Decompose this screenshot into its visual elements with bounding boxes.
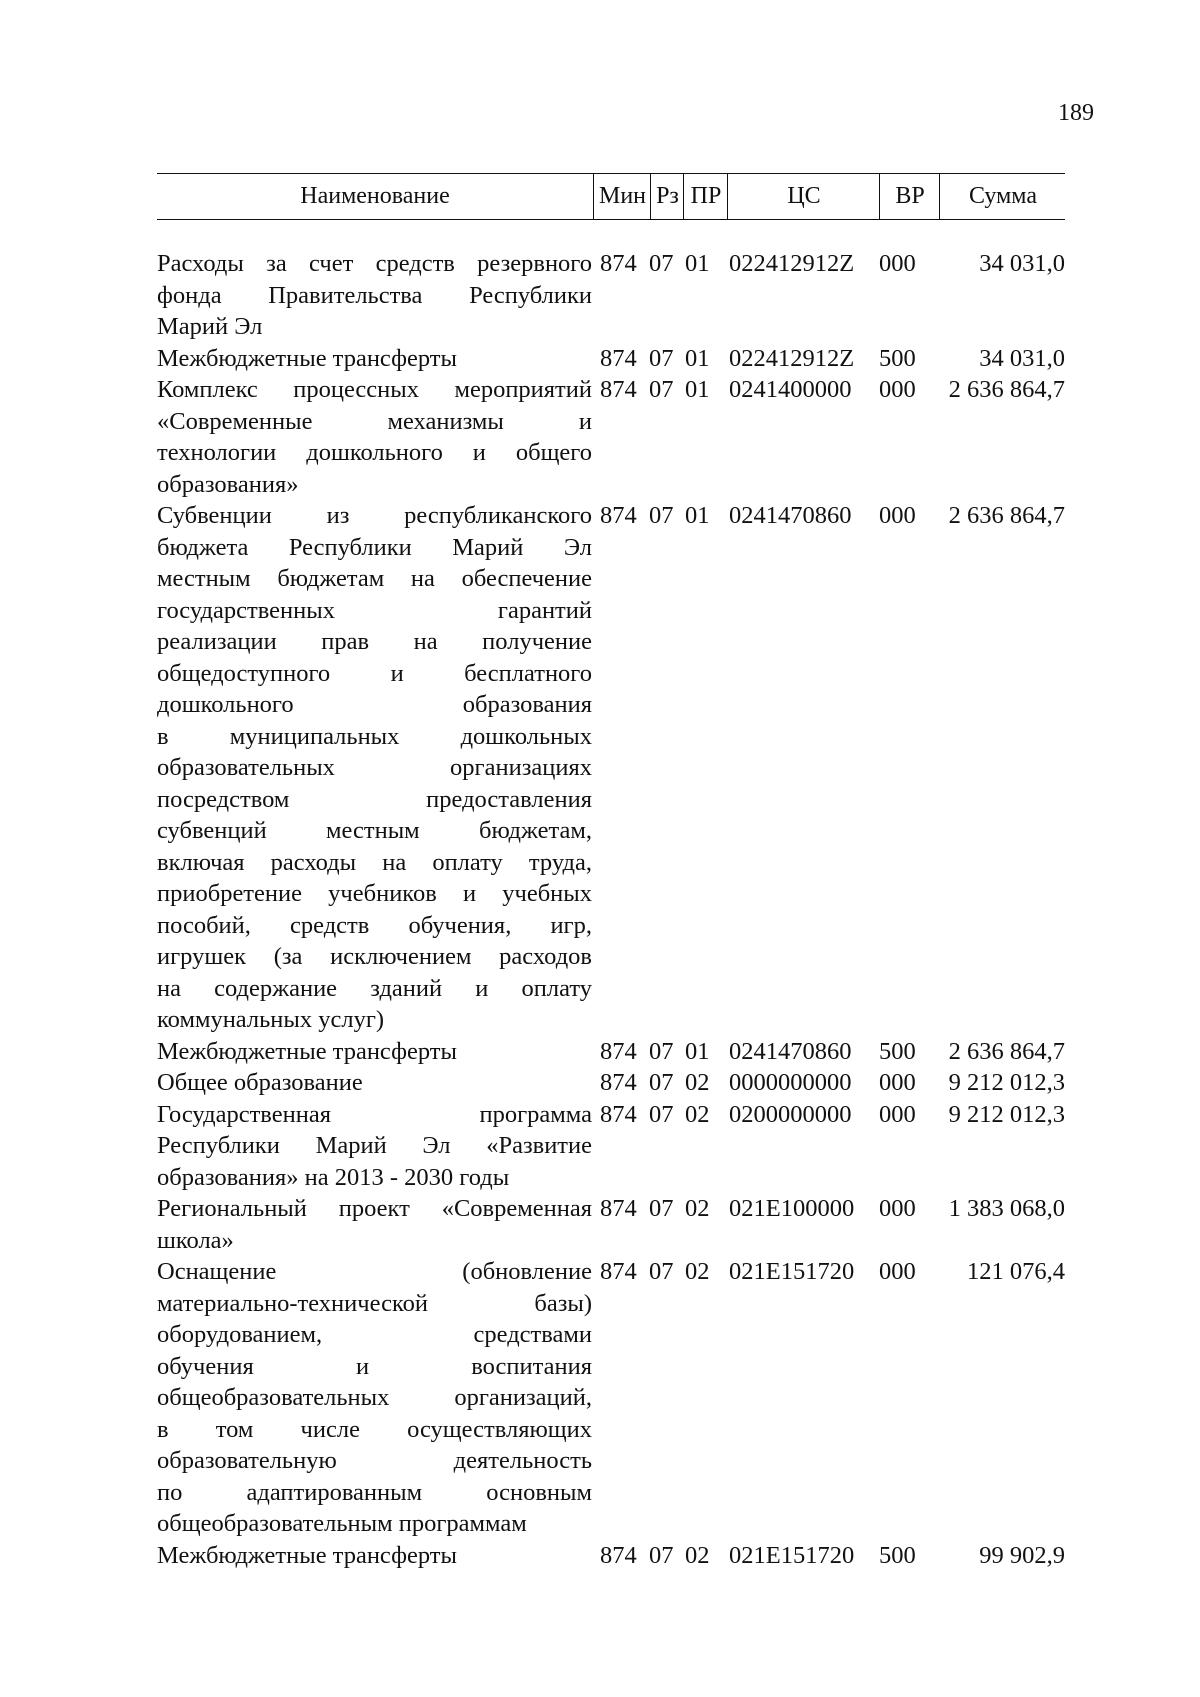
row-pr: 02: [685, 1195, 710, 1222]
row-name-line: в муниципальных дошкольных: [157, 722, 592, 750]
row-name-line: реализации прав на получение: [157, 628, 592, 655]
row-sum: 2 636 864,7: [948, 502, 1065, 529]
row-vr: 000: [879, 376, 916, 403]
row-vr: 000: [879, 250, 916, 277]
row-name-line: посредством предоставления: [157, 785, 592, 813]
header-pr: ПР: [683, 174, 728, 219]
table-row: [157, 343, 1067, 375]
table-row: [157, 1067, 1067, 1099]
header-min: Мин: [593, 174, 651, 219]
table-row: [157, 1540, 1067, 1572]
row-name: [157, 500, 592, 1036]
row-min: 874: [600, 344, 637, 372]
row-name: [157, 1067, 592, 1099]
row-pr: 02: [685, 1069, 710, 1096]
row-name-line: государственных гарантий: [157, 596, 592, 624]
table-row: [157, 1036, 1067, 1068]
row-min: 874: [600, 1541, 637, 1569]
row-sum: 34 031,0: [979, 250, 1065, 277]
row-name-line: общеобразовательным программам: [157, 1510, 527, 1537]
row-name-line: игрушек (за исключением расходов: [157, 943, 592, 970]
row-name-line: «Современные механизмы и: [157, 407, 592, 435]
row-cs: 0241400000: [729, 376, 852, 403]
row-name-line: в том числе осуществляющих: [157, 1415, 592, 1443]
row-rz: 07: [649, 344, 674, 372]
row-name-line: Марий Эл: [157, 313, 263, 340]
row-pr: 02: [685, 1100, 710, 1128]
row-name-line: бюджета Республики Марий Эл: [157, 533, 592, 561]
row-name-line: местным бюджетам на обеспечение: [157, 565, 592, 592]
row-vr: 000: [879, 1195, 916, 1222]
row-name-line: пособий, средств обучения, игр,: [157, 911, 592, 939]
row-rz: 07: [649, 1258, 674, 1285]
row-sum: 2 636 864,7: [948, 1037, 1065, 1065]
row-name: [157, 1193, 592, 1256]
row-name-line: Межбюджетные трансферты: [157, 344, 457, 372]
row-name-line: Общее образование: [157, 1069, 363, 1096]
row-name: [157, 1036, 592, 1068]
row-cs: 021E151720: [729, 1258, 855, 1285]
row-rz: 07: [649, 1541, 674, 1569]
row-min: 874: [600, 1258, 637, 1285]
row-sum: 34 031,0: [979, 344, 1065, 372]
row-vr: 000: [879, 1100, 916, 1128]
row-cs: 021E100000: [729, 1195, 855, 1222]
row-name-line: по адаптированным основным: [157, 1478, 592, 1506]
table-row: [157, 1099, 1067, 1194]
table-row: [157, 500, 1067, 1036]
row-cs: 0241470860: [729, 1037, 852, 1065]
row-name-line: Субвенции из республиканского: [157, 502, 592, 529]
row-name-line: образовательных организациях: [157, 754, 592, 781]
row-rz: 07: [649, 376, 674, 403]
row-name-line: образования» на 2013 - 2030 годы: [157, 1163, 510, 1191]
row-name-line: общеобразовательных организаций,: [157, 1384, 592, 1411]
row-sum: 1 383 068,0: [948, 1195, 1065, 1222]
header-vr: ВР: [879, 174, 940, 219]
row-vr: 000: [879, 1069, 916, 1096]
row-min: 874: [600, 376, 637, 403]
row-pr: 02: [685, 1258, 710, 1285]
row-rz: 07: [649, 1037, 674, 1065]
table-header: [157, 173, 1065, 220]
row-cs: 022412912Z: [729, 344, 855, 372]
row-cs: 0241470860: [729, 502, 852, 529]
row-name-line: образовательную деятельность: [157, 1447, 592, 1474]
row-rz: 07: [649, 1100, 674, 1128]
row-min: 874: [600, 1069, 637, 1096]
page-number: 189: [1058, 100, 1094, 126]
row-min: 874: [600, 1100, 637, 1128]
row-rz: 07: [649, 502, 674, 529]
row-name-line: Региональный проект «Современная: [157, 1195, 592, 1222]
row-name-line: приобретение учебников и учебных: [157, 880, 592, 907]
row-name-line: образования»: [157, 470, 299, 498]
row-name: [157, 343, 592, 375]
row-name-line: Комплекс процессных мероприятий: [157, 376, 592, 403]
row-name: [157, 1540, 592, 1572]
table-row: [157, 248, 1067, 343]
row-pr: 02: [685, 1541, 710, 1569]
row-name-line: обучения и воспитания: [157, 1352, 592, 1380]
row-name: [157, 248, 592, 343]
header-rz: Рз: [650, 174, 684, 219]
row-vr: 000: [879, 502, 916, 529]
row-name-line: Межбюджетные трансферты: [157, 1037, 457, 1065]
row-cs: 021E151720: [729, 1541, 855, 1569]
row-pr: 01: [685, 344, 710, 372]
row-min: 874: [600, 250, 637, 277]
row-cs: 0200000000: [729, 1100, 852, 1128]
row-vr: 000: [879, 1258, 916, 1285]
row-name-line: оборудованием, средствами: [157, 1321, 592, 1348]
row-min: 874: [600, 1195, 637, 1222]
row-sum: 9 212 012,3: [948, 1069, 1065, 1096]
row-name-line: Расходы за счет средств резервного: [157, 250, 592, 277]
row-name-line: технологии дошкольного и общего: [157, 439, 592, 466]
row-name-line: Оснащение (обновление: [157, 1258, 592, 1285]
row-vr: 500: [879, 1037, 916, 1065]
row-sum: 121 076,4: [967, 1258, 1065, 1285]
row-pr: 01: [685, 376, 710, 403]
row-pr: 01: [685, 502, 710, 529]
row-sum: 99 902,9: [979, 1541, 1065, 1569]
row-name-line: Государственная программа: [157, 1100, 592, 1128]
row-pr: 01: [685, 250, 710, 277]
table-row: [157, 1193, 1067, 1256]
row-name-line: материально-технической базы): [157, 1289, 592, 1317]
header-name: Наименование: [300, 183, 450, 209]
header-sum: Сумма: [939, 174, 1066, 219]
row-name-line: коммунальных услуг): [157, 1006, 385, 1033]
row-name-line: школа»: [157, 1226, 234, 1254]
table-row: [157, 1256, 1067, 1540]
row-min: 874: [600, 502, 637, 529]
row-vr: 500: [879, 344, 916, 372]
row-vr: 500: [879, 1541, 916, 1569]
row-rz: 07: [649, 1069, 674, 1096]
row-min: 874: [600, 1037, 637, 1065]
header-cs: ЦС: [727, 174, 880, 219]
row-name-line: Межбюджетные трансферты: [157, 1541, 457, 1569]
row-rz: 07: [649, 250, 674, 277]
row-pr: 01: [685, 1037, 710, 1065]
row-name-line: включая расходы на оплату труда,: [157, 848, 592, 876]
row-name-line: на содержание зданий и оплату: [157, 974, 592, 1002]
row-name: [157, 1099, 592, 1194]
row-name-line: Республики Марий Эл «Развитие: [157, 1132, 592, 1159]
table-body: [157, 248, 1067, 1571]
row-name: [157, 1256, 592, 1540]
row-sum: 2 636 864,7: [948, 376, 1065, 403]
row-rz: 07: [649, 1195, 674, 1222]
row-name-line: субвенций местным бюджетам,: [157, 817, 592, 844]
row-name-line: общедоступного и бесплатного: [157, 659, 592, 687]
row-cs: 0000000000: [729, 1069, 852, 1096]
row-name-line: фонда Правительства Республики: [157, 281, 592, 309]
row-cs: 022412912Z: [729, 250, 855, 277]
row-name-line: дошкольного образования: [157, 691, 592, 718]
row-sum: 9 212 012,3: [948, 1100, 1065, 1128]
table-row: [157, 374, 1067, 500]
row-name: [157, 374, 592, 500]
